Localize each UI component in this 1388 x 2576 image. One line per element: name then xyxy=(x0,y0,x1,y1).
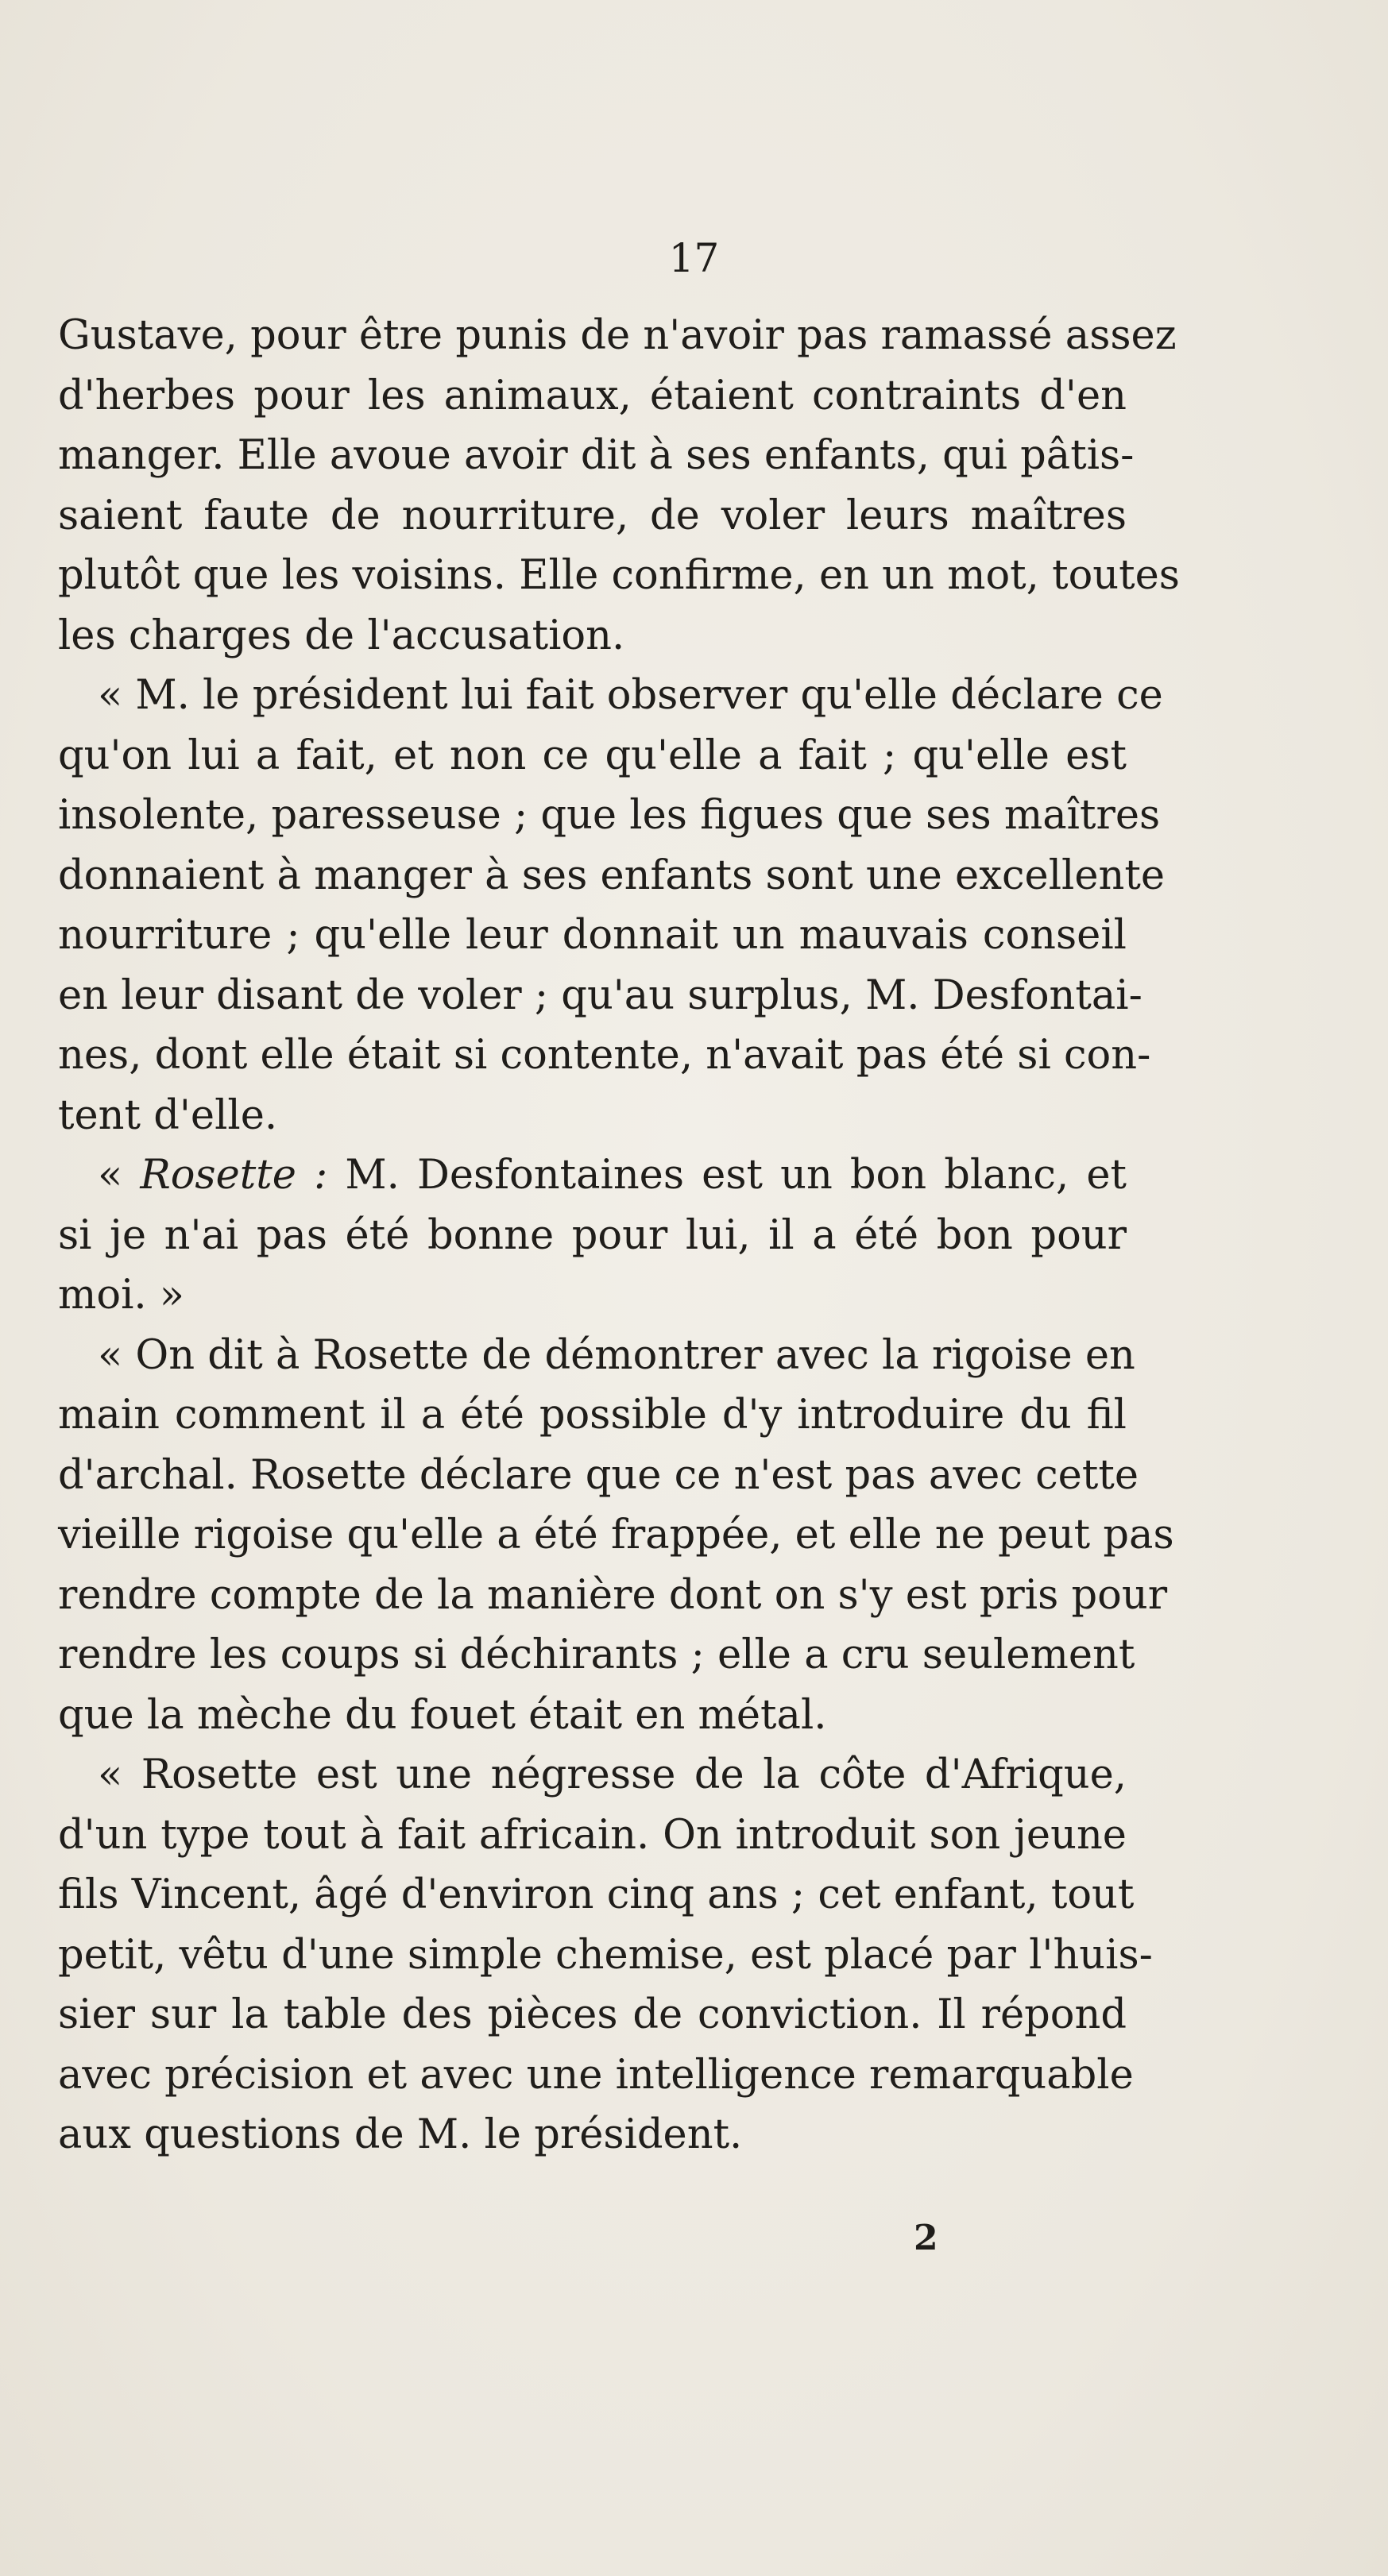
page-number: 17 xyxy=(668,235,720,281)
text-line: si je n'ai pas été bonne pour lui, il a été bon pour xyxy=(58,1211,1127,1259)
text-line: rendre compte de la manière dont on s'y est pris pour xyxy=(58,1571,1168,1619)
text-line: main comment il a été possible d'y introduire du fil xyxy=(58,1392,1127,1439)
text-line: que la mèche du fouet était en métal. xyxy=(58,1691,827,1739)
text-line: petit, vêtu d'une simple chemise, est placé par l'huis- xyxy=(58,1931,1153,1979)
text-line: nourriture ; qu'elle leur donnait un mauvais conseil xyxy=(58,912,1127,959)
text-line: donnaient à manger à ses enfants sont une excellente xyxy=(58,852,1166,899)
text-line-rosette xyxy=(58,1145,1127,1206)
text-line: moi. » xyxy=(58,1272,185,1319)
text-line: fils Vincent, âgé d'environ cinq ans ; cet enfant, tout xyxy=(58,1871,1135,1918)
text-line: « On dit à Rosette de démontrer avec la rigoise en xyxy=(98,1331,1135,1379)
text-line: d'un type tout à fait africain. On introduit son jeune xyxy=(58,1811,1127,1859)
text-line: nes, dont elle était si contente, n'avait pas été si con- xyxy=(58,1032,1151,1079)
text-line: avec précision et avec une intelligence remarquable xyxy=(58,2051,1134,2099)
text-line: d'herbes pour les animaux, étaient contraints d'en xyxy=(58,372,1127,419)
text-line: rendre les coups si déchirants ; elle a cru seulement xyxy=(58,1632,1135,1678)
text-line: manger. Elle avoue avoir dit à ses enfants, qui pâtis- xyxy=(58,432,1135,479)
text-line: plutôt que les voisins. Elle confirme, en un mot, toutes xyxy=(58,552,1180,599)
text-line: vieille rigoise qu'elle a été frappée, et elle ne peut pas xyxy=(58,1512,1174,1558)
text-line: qu'on lui a fait, et non ce qu'elle a fait ; qu'elle est xyxy=(58,732,1127,779)
text-line: sier sur la table des pièces de conviction. Il répond xyxy=(58,1991,1127,2038)
text-line: les charges de l'accusation. xyxy=(58,612,625,659)
signature-mark: 2 xyxy=(914,2218,938,2258)
text-line: tent d'elle. xyxy=(58,1091,278,1139)
text-line: insolente, paresseuse ; que les figues que ses maîtres xyxy=(58,792,1161,839)
text-line: aux questions de M. le président. xyxy=(58,2111,743,2158)
text-line: « M. le président lui fait observer qu'elle déclare ce xyxy=(98,672,1163,719)
text-line: en leur disant de voler ; qu'au surplus, M. Desfontai- xyxy=(58,971,1142,1019)
text-line: « Rosette est une négresse de la côte d'Afrique, xyxy=(98,1751,1127,1798)
text-line: saient faute de nourriture, de voler leurs maîtres xyxy=(58,492,1127,539)
speech-text: M. Desfontaines est un bon blanc, et xyxy=(345,1152,1127,1199)
text-line: d'archal. Rosette déclare que ce n'est pas avec cette xyxy=(58,1451,1139,1499)
body-text xyxy=(58,306,1180,2165)
speaker-name: Rosette : xyxy=(140,1152,328,1199)
quote-open: « xyxy=(98,1152,123,1199)
text-line: Gustave, pour être punis de n'avoir pas ramassé assez xyxy=(58,312,1177,359)
